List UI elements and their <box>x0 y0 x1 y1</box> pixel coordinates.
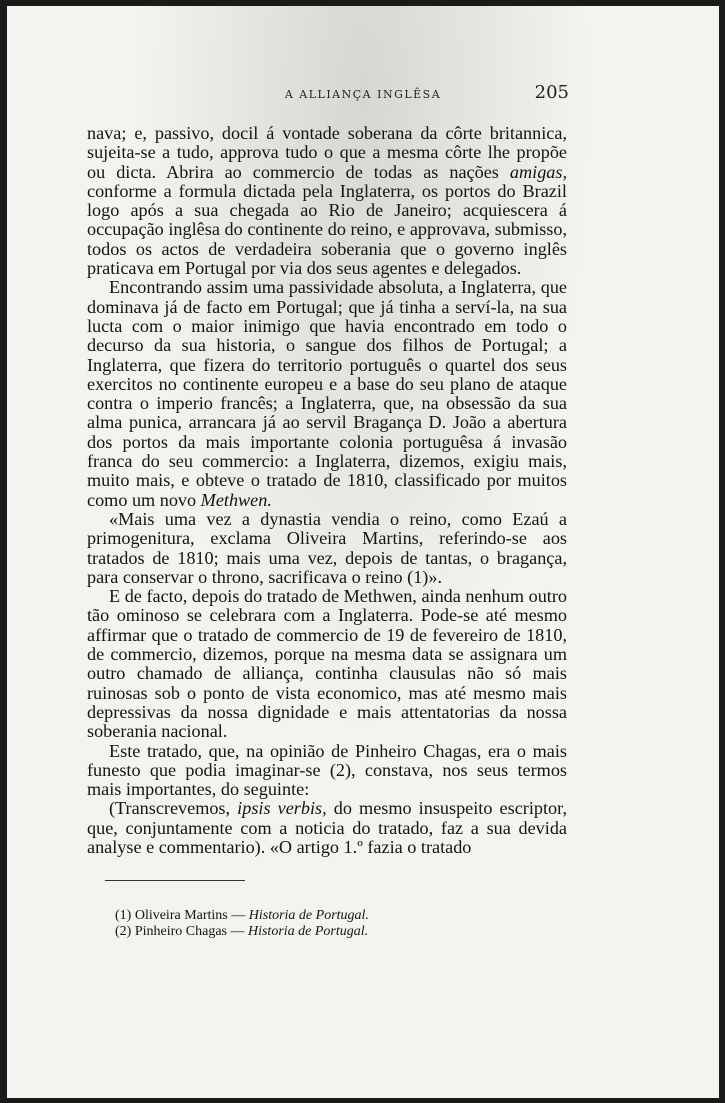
footnote-2: (2) Pinheiro Chagas — Historia de Portugal. <box>115 924 369 939</box>
footnote-rule <box>105 880 245 881</box>
book-page <box>7 6 719 1098</box>
body-text <box>87 124 567 857</box>
paragraph-5: Este tratado, que, na opinião de Pinheiro Chagas, era o mais funesto que podia imaginar-se (2), constava, nos seus termos mais importantes, do seguinte: <box>87 740 567 800</box>
paragraph-6: (Transcrevemos, ipsis verbis, do mesmo insuspeito escriptor, que, conjuntamente com a noticia do tratado, faz a sua devida analyse e commentario). «O artigo 1.º fazia o tratado <box>87 798 568 857</box>
running-title: A ALLIANÇA INGLÊSA <box>284 88 442 101</box>
paragraph-3: «Mais uma vez a dynastia vendia o reino, como Ezaú a primogenitura, exclama Oliveira Martins, referindo-se aos tratados de 1810; mais uma vez, depois de tantas, o bragança, para conservar o throno, sacrificava o reino (1)». <box>87 508 567 587</box>
paragraph-2: Encontrando assim uma passividade absoluta, a Inglaterra, que dominava já de facto em Portugal; que já tinha a serví-la, na sua lucta com o maior inimigo que havia encontrado em todo o decurso da sua historia, o sangue dos filhos de Portugal; a Inglaterra, que fizera do territorio português o quartel dos seus exercitos no continente europeu e a base do seu plano de ataque contra o imperio francês; a Inglaterra, que, na obsessão da sua alma punica, arrancara já ao servil Bragança D. João a abertura dos portos da mais importante colonia portuguêsa á invasão franca do seu commercio: a Inglaterra, dizemos, exigiu mais, muito mais, e obteve o tratado de 1810, classificado por muitos como um novo Methwen. <box>87 277 567 510</box>
footnote-1: (1) Oliveira Martins — Historia de Portugal. <box>115 908 369 923</box>
paragraph-4: E de facto, depois do tratado de Methwen, ainda nenhum outro tão ominoso se celebrara com a Inglaterra. Pode-se até mesmo affirmar que o tratado de commercio de 19 de fevereiro de 1810, de commercio, dizemos, porque na mesma data se assignara um outro chamado de alliança, continha clausulas não só mais ruinosas sob o ponto de vista economico, mas até mesmo mais depressivas da nossa dignidade e mais attentatorias da nossa soberania nacional. <box>87 586 567 742</box>
paragraph-1: nava; e, passivo, docil á vontade soberana da côrte britannica, sujeita-se a tudo, approva tudo o que a mesma côrte lhe propõe ou dicta. Abrira ao commercio de todas as nações amigas, conforme a formula dictada pela Inglaterra, os portos do Brazil logo após a sua chegada ao Rio de Janeiro; acquiescera á occupação inglêsa do continente do reino, e approvava, submisso, todos os actos de verdadeira soberania que o governo inglês praticava em Portugal por via dos seus agentes e delegados. <box>87 123 567 279</box>
page-number: 205 <box>534 82 569 103</box>
footnotes <box>115 908 369 940</box>
